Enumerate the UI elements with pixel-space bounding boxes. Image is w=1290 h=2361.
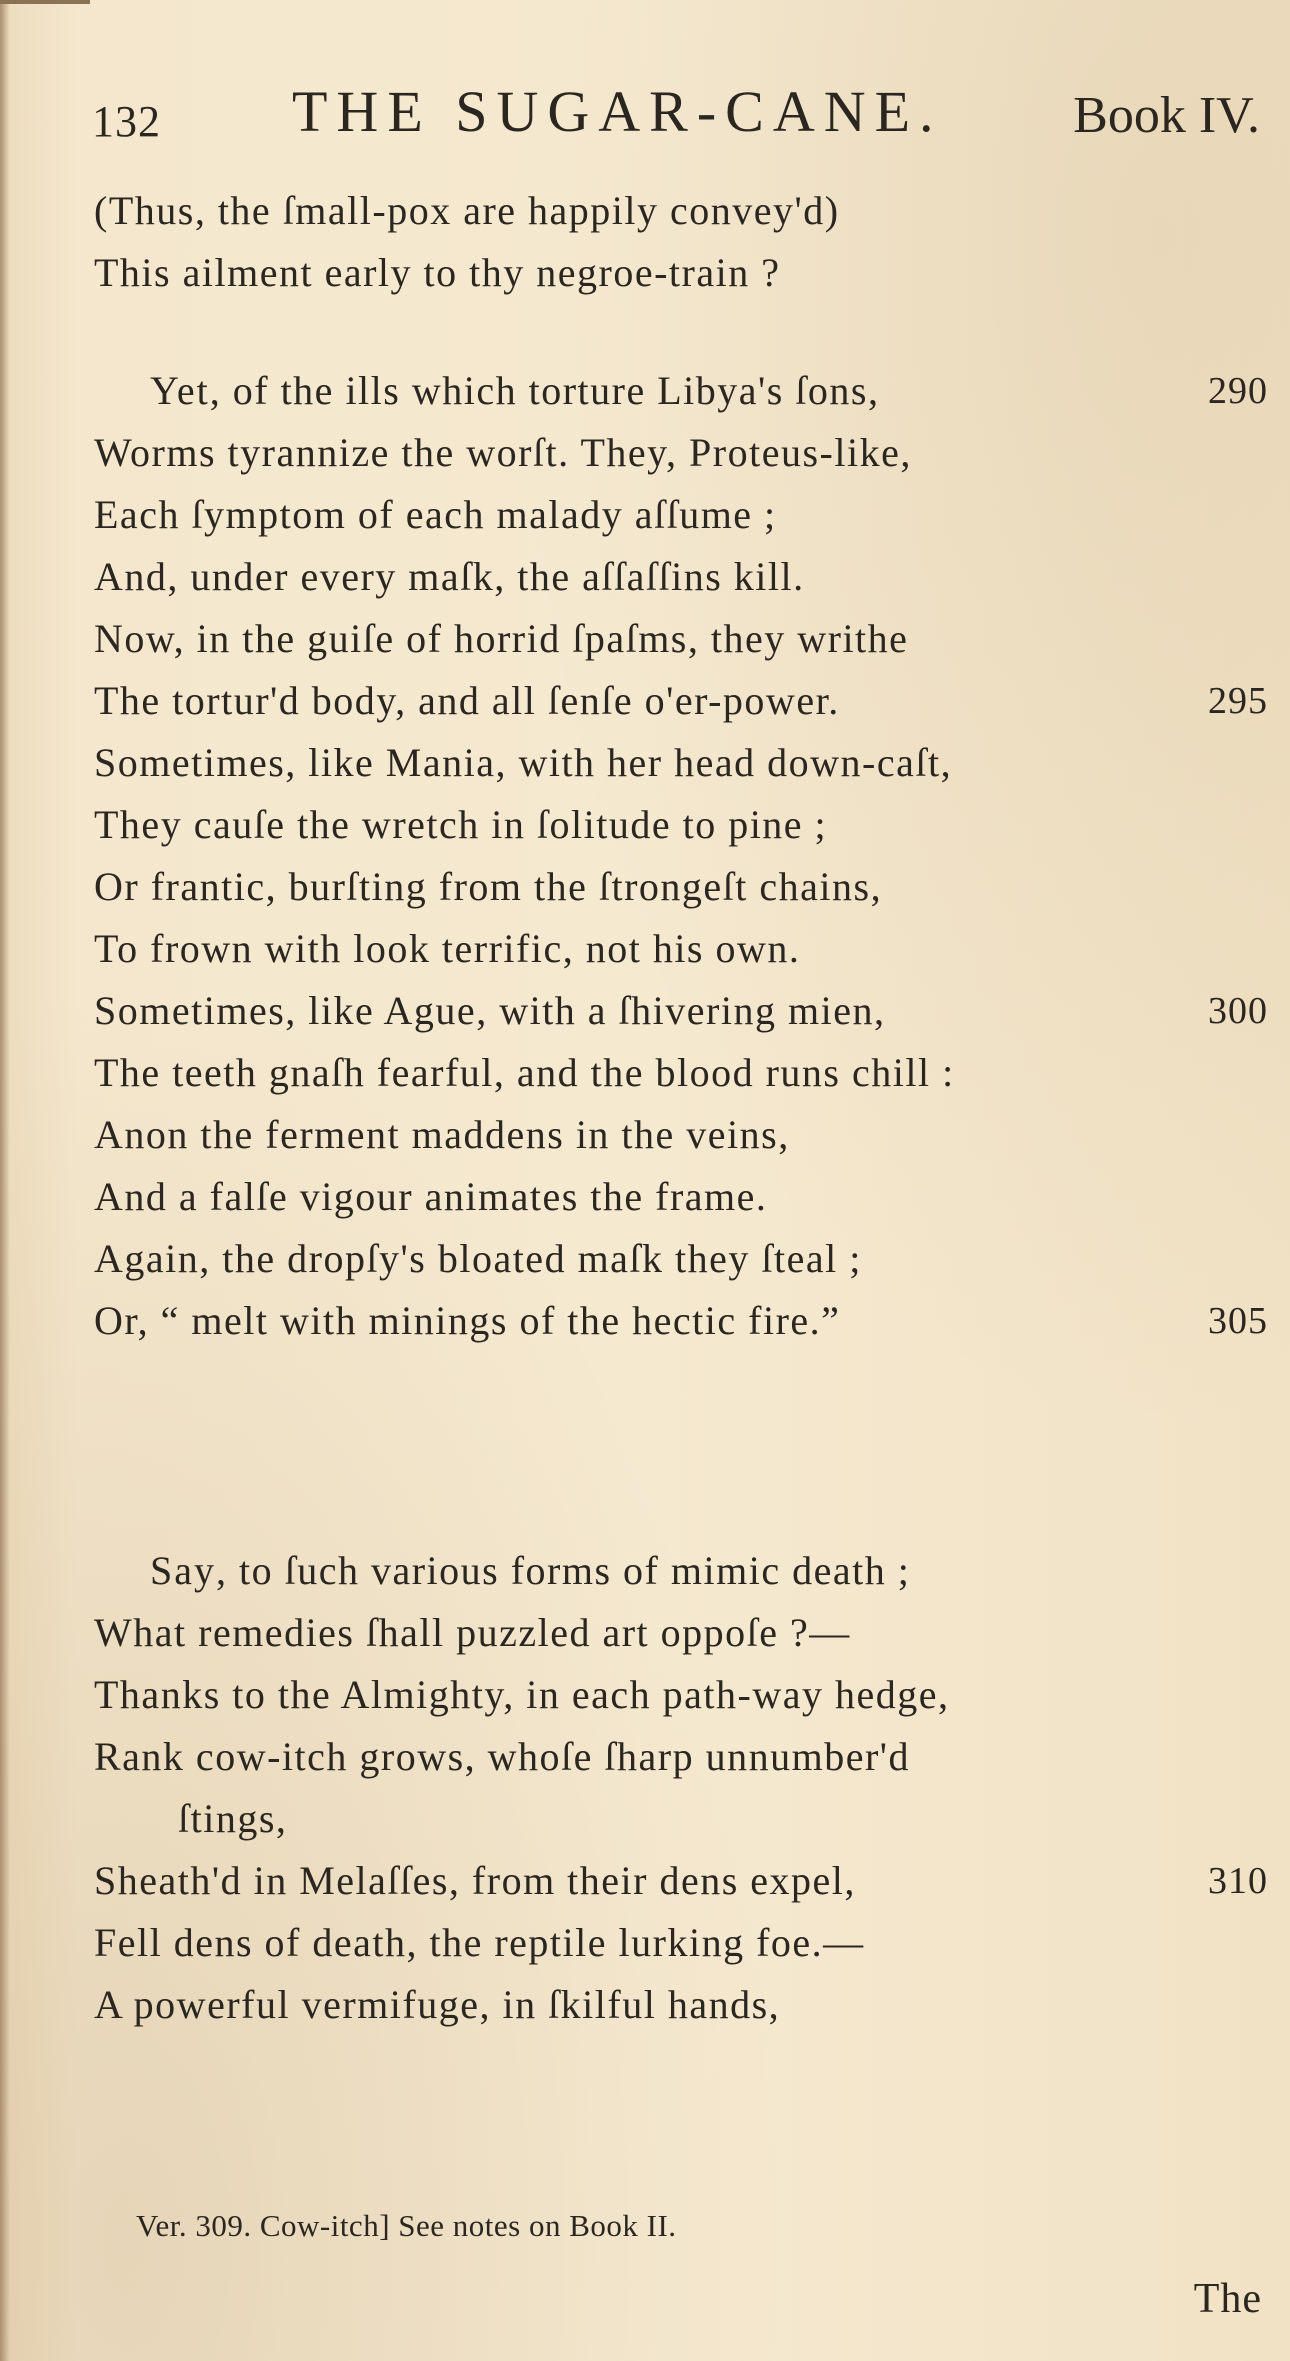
verse-line bbox=[94, 1166, 1274, 1228]
footnote: Ver. 309. Cow-itch] See notes on Book II. bbox=[136, 2208, 677, 2243]
verse-text: Now, in the guiſe of horrid ſpaſms, they writhe bbox=[94, 616, 909, 661]
verse-text: The teeth gnaſh fearful, and the blood runs chill : bbox=[94, 1050, 955, 1095]
line-number: 300 bbox=[1208, 990, 1268, 1032]
verse-text: ſtings, bbox=[178, 1796, 288, 1841]
book-label: Book IV. bbox=[1073, 87, 1260, 144]
verse-text: , to ſuch various forms of mimic death ; bbox=[216, 1548, 911, 1593]
verse-line bbox=[94, 1228, 1274, 1290]
page-top-edge bbox=[0, 0, 90, 4]
verse-line bbox=[94, 1042, 1274, 1104]
verse-text: To frown with look terrific, not his own. bbox=[94, 926, 801, 971]
verse-line bbox=[94, 484, 1274, 546]
verse-line-continuation bbox=[94, 1788, 1274, 1850]
small-caps-lead: Say bbox=[150, 1548, 216, 1593]
verse-text: Worms tyrannize the worſt. They, Proteus-like, bbox=[94, 430, 912, 475]
verse-line bbox=[94, 242, 1274, 304]
verse-line bbox=[94, 918, 1274, 980]
verse-line bbox=[94, 980, 1274, 1042]
verse-line bbox=[94, 1602, 1274, 1664]
verse-text: Anon the ferment maddens in the veins, bbox=[94, 1112, 790, 1157]
verse-text: Or frantic, burſting from the ſtrongeſt chains, bbox=[94, 864, 883, 909]
verse-line bbox=[94, 1850, 1274, 1912]
verse-line bbox=[94, 732, 1274, 794]
verse-line bbox=[94, 794, 1274, 856]
line-number: 290 bbox=[1208, 370, 1268, 412]
verse-line bbox=[94, 546, 1274, 608]
small-caps-lead: Yet bbox=[150, 368, 210, 413]
verse-text: (Thus, the ſmall-pox are happily convey'd) bbox=[94, 188, 840, 233]
catchword: The bbox=[1193, 2276, 1262, 2322]
verse-text: Thanks to the Almighty, in each path-way hedge, bbox=[94, 1672, 950, 1717]
verse-line bbox=[94, 1104, 1274, 1166]
page-gutter-shadow bbox=[0, 0, 10, 2361]
verse-text: Fell dens of death, the reptile lurking foe.— bbox=[94, 1920, 865, 1965]
verse-text: Sometimes, like Mania, with her head down-caſt, bbox=[94, 740, 953, 785]
verse-text: The tortur'd body, and all ſenſe o'er-power. bbox=[94, 678, 840, 723]
verse-text: Rank cow-itch grows, whoſe ſharp unnumber'd bbox=[94, 1734, 910, 1779]
verse-line bbox=[94, 360, 1274, 422]
running-head bbox=[92, 78, 1260, 154]
verse-line bbox=[94, 856, 1274, 918]
verse-text: This ailment early to thy negroe-train ? bbox=[94, 250, 781, 295]
verse-line bbox=[94, 1540, 1274, 1602]
verse-line bbox=[94, 1664, 1274, 1726]
verse-text: What remedies ſhall puzzled art oppoſe ?— bbox=[94, 1610, 851, 1655]
line-number: 295 bbox=[1208, 680, 1268, 722]
running-title: THE SUGAR-CANE. bbox=[292, 79, 943, 144]
verse-line bbox=[94, 1726, 1274, 1788]
verse-text: They cauſe the wretch in ſolitude to pine ; bbox=[94, 802, 828, 847]
line-number: 305 bbox=[1208, 1300, 1268, 1342]
verse-line bbox=[94, 422, 1274, 484]
verse-text: Sometimes, like Ague, with a ſhivering mien, bbox=[94, 988, 886, 1033]
verse-text: Again, the dropſy's bloated maſk they ſteal ; bbox=[94, 1236, 862, 1281]
verse-line bbox=[94, 1974, 1274, 2036]
verse-text: , of the ills which torture Libya's ſons, bbox=[209, 368, 880, 413]
verse-text: And, under every maſk, the aſſaſſins kill. bbox=[94, 554, 805, 599]
verse-line bbox=[94, 1290, 1274, 1352]
stanza-1 bbox=[94, 180, 1274, 304]
verse-text: Each ſymptom of each malady aſſume ; bbox=[94, 492, 777, 537]
stanza-2 bbox=[94, 360, 1274, 1352]
verse-text: Or, “ melt with minings of the hectic fire.” bbox=[94, 1298, 841, 1343]
verse-line bbox=[94, 1912, 1274, 1974]
verse-line bbox=[94, 670, 1274, 732]
line-number: 310 bbox=[1208, 1860, 1268, 1902]
verse-text: Sheath'd in Melaſſes, from their dens expel, bbox=[94, 1858, 856, 1903]
verse-line bbox=[94, 180, 1274, 242]
page-number: 132 bbox=[92, 97, 161, 146]
verse-text: A powerful vermifuge, in ſkilful hands, bbox=[94, 1982, 781, 2027]
verse-line bbox=[94, 608, 1274, 670]
stanza-3 bbox=[94, 1540, 1274, 2036]
verse-text: And a falſe vigour animates the frame. bbox=[94, 1174, 768, 1219]
